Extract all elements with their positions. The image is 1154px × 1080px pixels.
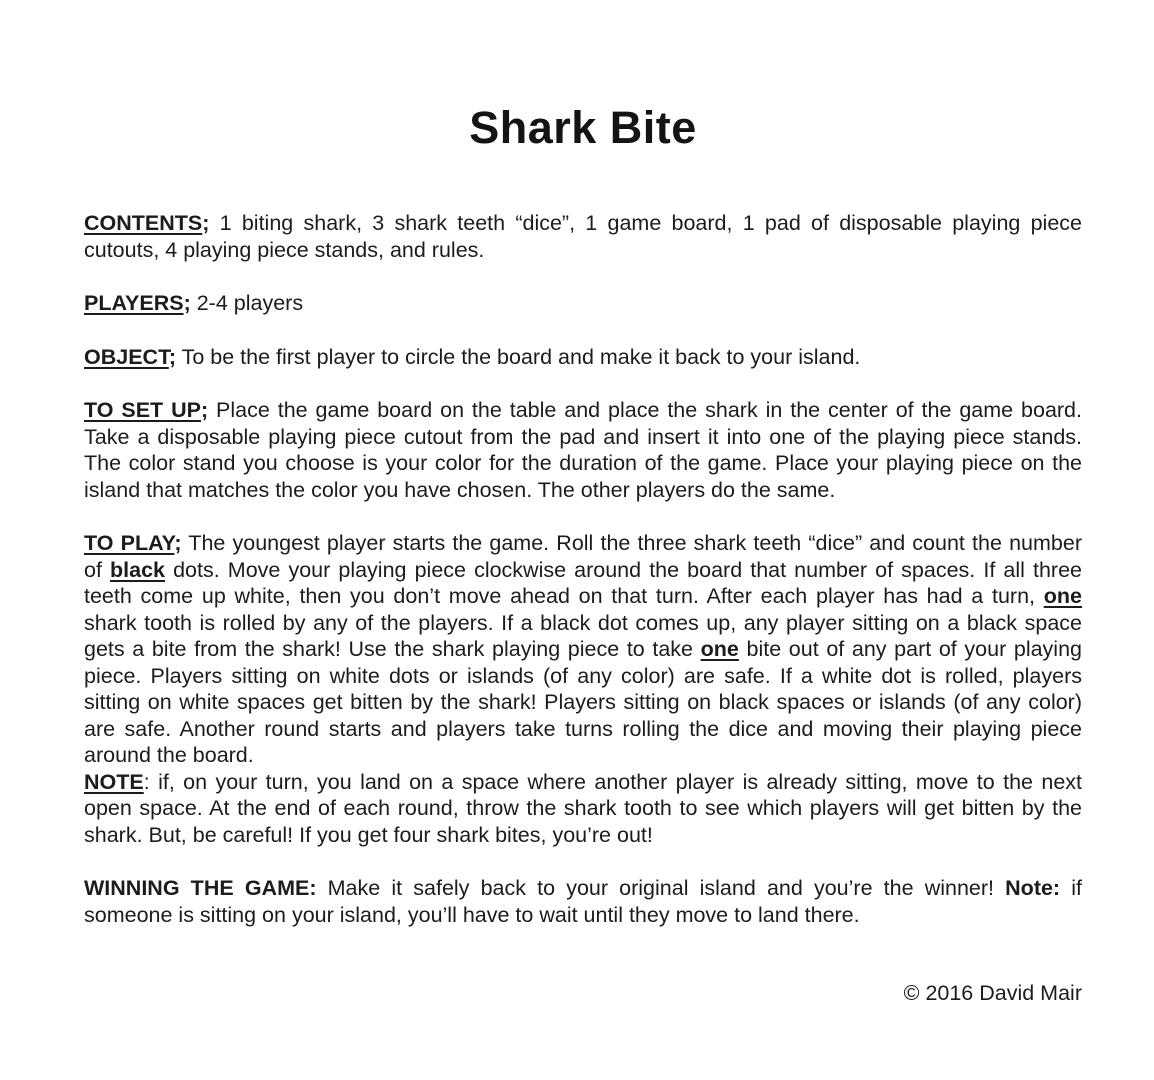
page-title: Shark Bite	[469, 102, 697, 153]
play-emphasis-one-1: one	[1043, 584, 1082, 608]
players-heading: PLAYERS	[84, 291, 184, 315]
contents-heading-separator: ;	[202, 211, 210, 235]
play-emphasis-black: black	[110, 557, 166, 582]
play-heading: TO PLAY	[84, 531, 175, 555]
play-body-3: shark tooth is rolled by any of the players. If a black dot comes up, any player sitting on a black space gets a bite from the shark! Use the shark playing piece to take	[84, 610, 1082, 661]
note-heading: NOTE	[84, 769, 144, 794]
setup-body: Place the game board on the table and place the shark in the center of the game board. Take a disposable playing piece cutout from the pad and insert it into one of the playing piece stands. The color stand you choose is your color for the duration of the game. Place your playing piece on the island that matches the color you have chosen. The other players do the same.	[84, 398, 1082, 502]
section-object	[84, 344, 1082, 371]
section-setup	[84, 397, 1082, 503]
object-heading: OBJECT	[84, 344, 169, 369]
setup-heading-separator: ;	[200, 398, 209, 422]
note-heading-separator: :	[143, 769, 150, 794]
object-body: To be the first player to circle the board and make it back to your island.	[176, 344, 861, 369]
section-players	[84, 290, 1082, 317]
contents-body: 1 biting shark, 3 shark teeth “dice”, 1 game board, 1 pad of disposable playing piece cutouts, 4 playing piece stands, and rules.	[84, 211, 1082, 262]
contents-heading: CONTENTS	[84, 211, 203, 235]
winning-body-1: Make it safely back to your original island and you’re the winner!	[316, 876, 1006, 900]
copyright-line: © 2016 David Mair	[903, 981, 1082, 1005]
winning-heading: WINNING THE GAME:	[84, 876, 317, 900]
play-body-4: bite out of any part of your playing piece. Players sitting on white dots or islands (of any color) are safe. If a white dot is rolled, players sitting on white spaces get bitten by the shark! Players sitting on black spaces or islands (of any color) are safe. Another round starts and players take turns rolling the dice and moving their playing piece around the board.	[84, 637, 1082, 767]
players-heading-separator: ;	[183, 291, 191, 315]
note-body: if, on your turn, you land on a space where another player is already sitting, move to the next open space. At the end of each round, throw the shark tooth to see which players will get bitten by the shark. But, be careful! If you get four shark bites, you’re out!	[84, 769, 1082, 847]
play-heading-separator: ;	[174, 531, 182, 555]
play-body-2: dots. Move your playing piece clockwise around the board that number of spaces. If all three teeth come up white, then you don’t move ahead on that turn. After each player has had a turn,	[84, 557, 1083, 608]
section-contents	[84, 210, 1082, 263]
section-play	[84, 530, 1082, 769]
winning-body-2: if someone is sitting on your island, you’ll have to wait until they move to land there.	[84, 876, 1082, 927]
play-emphasis-one-2: one	[700, 637, 739, 661]
play-body-1: The youngest player starts the game. Roll the three shark teeth “dice” and count the number of	[84, 531, 1082, 582]
winning-emphasis-note: Note:	[1005, 876, 1061, 900]
object-heading-separator: ;	[168, 344, 176, 369]
players-body: 2-4 players	[190, 291, 304, 315]
section-winning	[84, 875, 1082, 928]
section-note	[84, 769, 1082, 849]
setup-heading: TO SET UP	[84, 398, 201, 422]
